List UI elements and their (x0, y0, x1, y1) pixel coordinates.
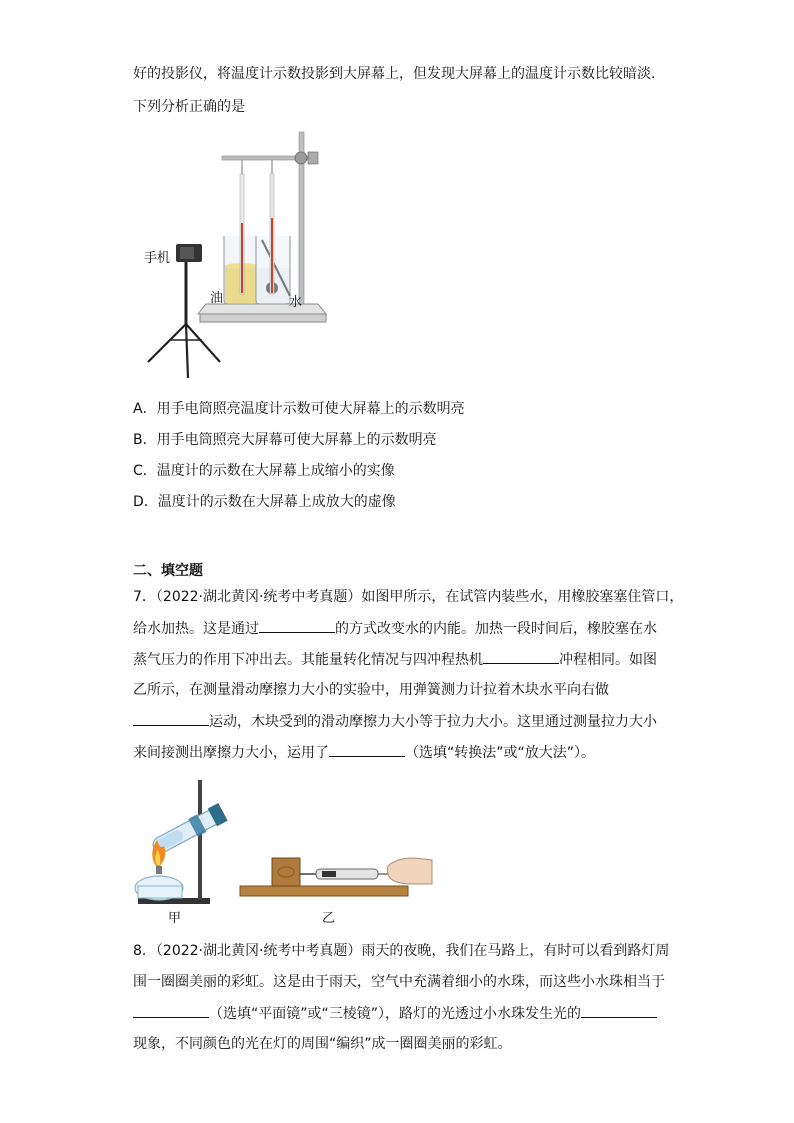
q7-blank-4[interactable] (329, 742, 405, 757)
q6-stem-line1: 好的投影仪，将温度计示数投影到大屏幕上，但发现大屏幕上的温度计示数比较暗淡. (133, 66, 656, 82)
q7-blank-3[interactable] (133, 711, 209, 726)
q7-line3-end: 冲程相同。如图 (559, 652, 657, 668)
yi-label: 乙 (322, 911, 336, 926)
q6-option-a: A．用手电筒照亮温度计示数可使大屏幕上的示数明亮 (133, 401, 465, 417)
q8-line2: 围一圈圈美丽的彩虹。这是由于雨天，空气中充满着细小的水珠，而这些小水珠相当于 (133, 974, 665, 990)
jia-label: 甲 (168, 911, 182, 926)
q7-line3-start: 蒸气压力的作用下冲出去。其能量转化情况与四冲程热机 (133, 652, 483, 668)
q6-option-d: D．温度计的示数在大屏幕上成放大的虚像 (133, 494, 396, 510)
q6-option-b: B．用手电筒照亮大屏幕可使大屏幕上的示数明亮 (133, 432, 437, 448)
q7-line5-text: 运动，木块受到的滑动摩擦力大小等于拉力大小。这里通过测量拉力大小 (209, 714, 657, 730)
phone-label: 手机 (144, 251, 171, 266)
q8-line3-text: （选填“平面镜”或“三棱镜”），路灯的光透过小水珠发生光的 (209, 1006, 582, 1022)
oil-label: 油 (210, 291, 224, 306)
q6-figure (140, 128, 340, 383)
q7-line6-end: （选填“转换法”或“放大法”）。 (405, 745, 596, 761)
q7-line2-start: 给水加热。这是通过 (133, 621, 259, 637)
q7-line3 (133, 649, 657, 670)
q8-blank-2[interactable] (581, 1003, 657, 1018)
q6-stem-line2: 下列分析正确的是 (133, 99, 245, 115)
q7-blank-2[interactable] (483, 649, 559, 664)
section-heading: 二、填空题 (133, 563, 203, 579)
q6-option-c: C．温度计的示数在大屏幕上成缩小的实像 (133, 463, 395, 479)
q8-line3 (133, 1003, 657, 1024)
q7-blank-1[interactable] (259, 618, 335, 633)
q7-line4: 乙所示，在测量滑动摩擦力大小的实验中，用弹簧测力计拉着木块水平向右做 (133, 682, 609, 698)
q8-blank-1[interactable] (133, 1003, 209, 1018)
q7-line6 (133, 742, 595, 763)
water-label: 水 (289, 295, 303, 310)
q7-line2-end: 的方式改变水的内能。加热一段时间后，橡胶塞在水 (335, 621, 657, 637)
q7-figure (130, 770, 440, 930)
q8-line4: 现象，不同颜色的光在灯的周围“编织”成一圈圈美丽的彩虹。 (133, 1036, 512, 1052)
q7-line2 (133, 618, 657, 639)
q7-line6-start: 来间接测出摩擦力大小，运用了 (133, 745, 329, 761)
q7-line1: 7．（2022·湖北黄冈·统考中考真题）如图甲所示，在试管内装些水，用橡胶塞塞住管口， (133, 589, 684, 605)
q8-line1: 8．（2022·湖北黄冈·统考中考真题）雨天的夜晚，我们在马路上，有时可以看到路灯周 (133, 943, 670, 959)
q7-line5 (133, 711, 657, 732)
